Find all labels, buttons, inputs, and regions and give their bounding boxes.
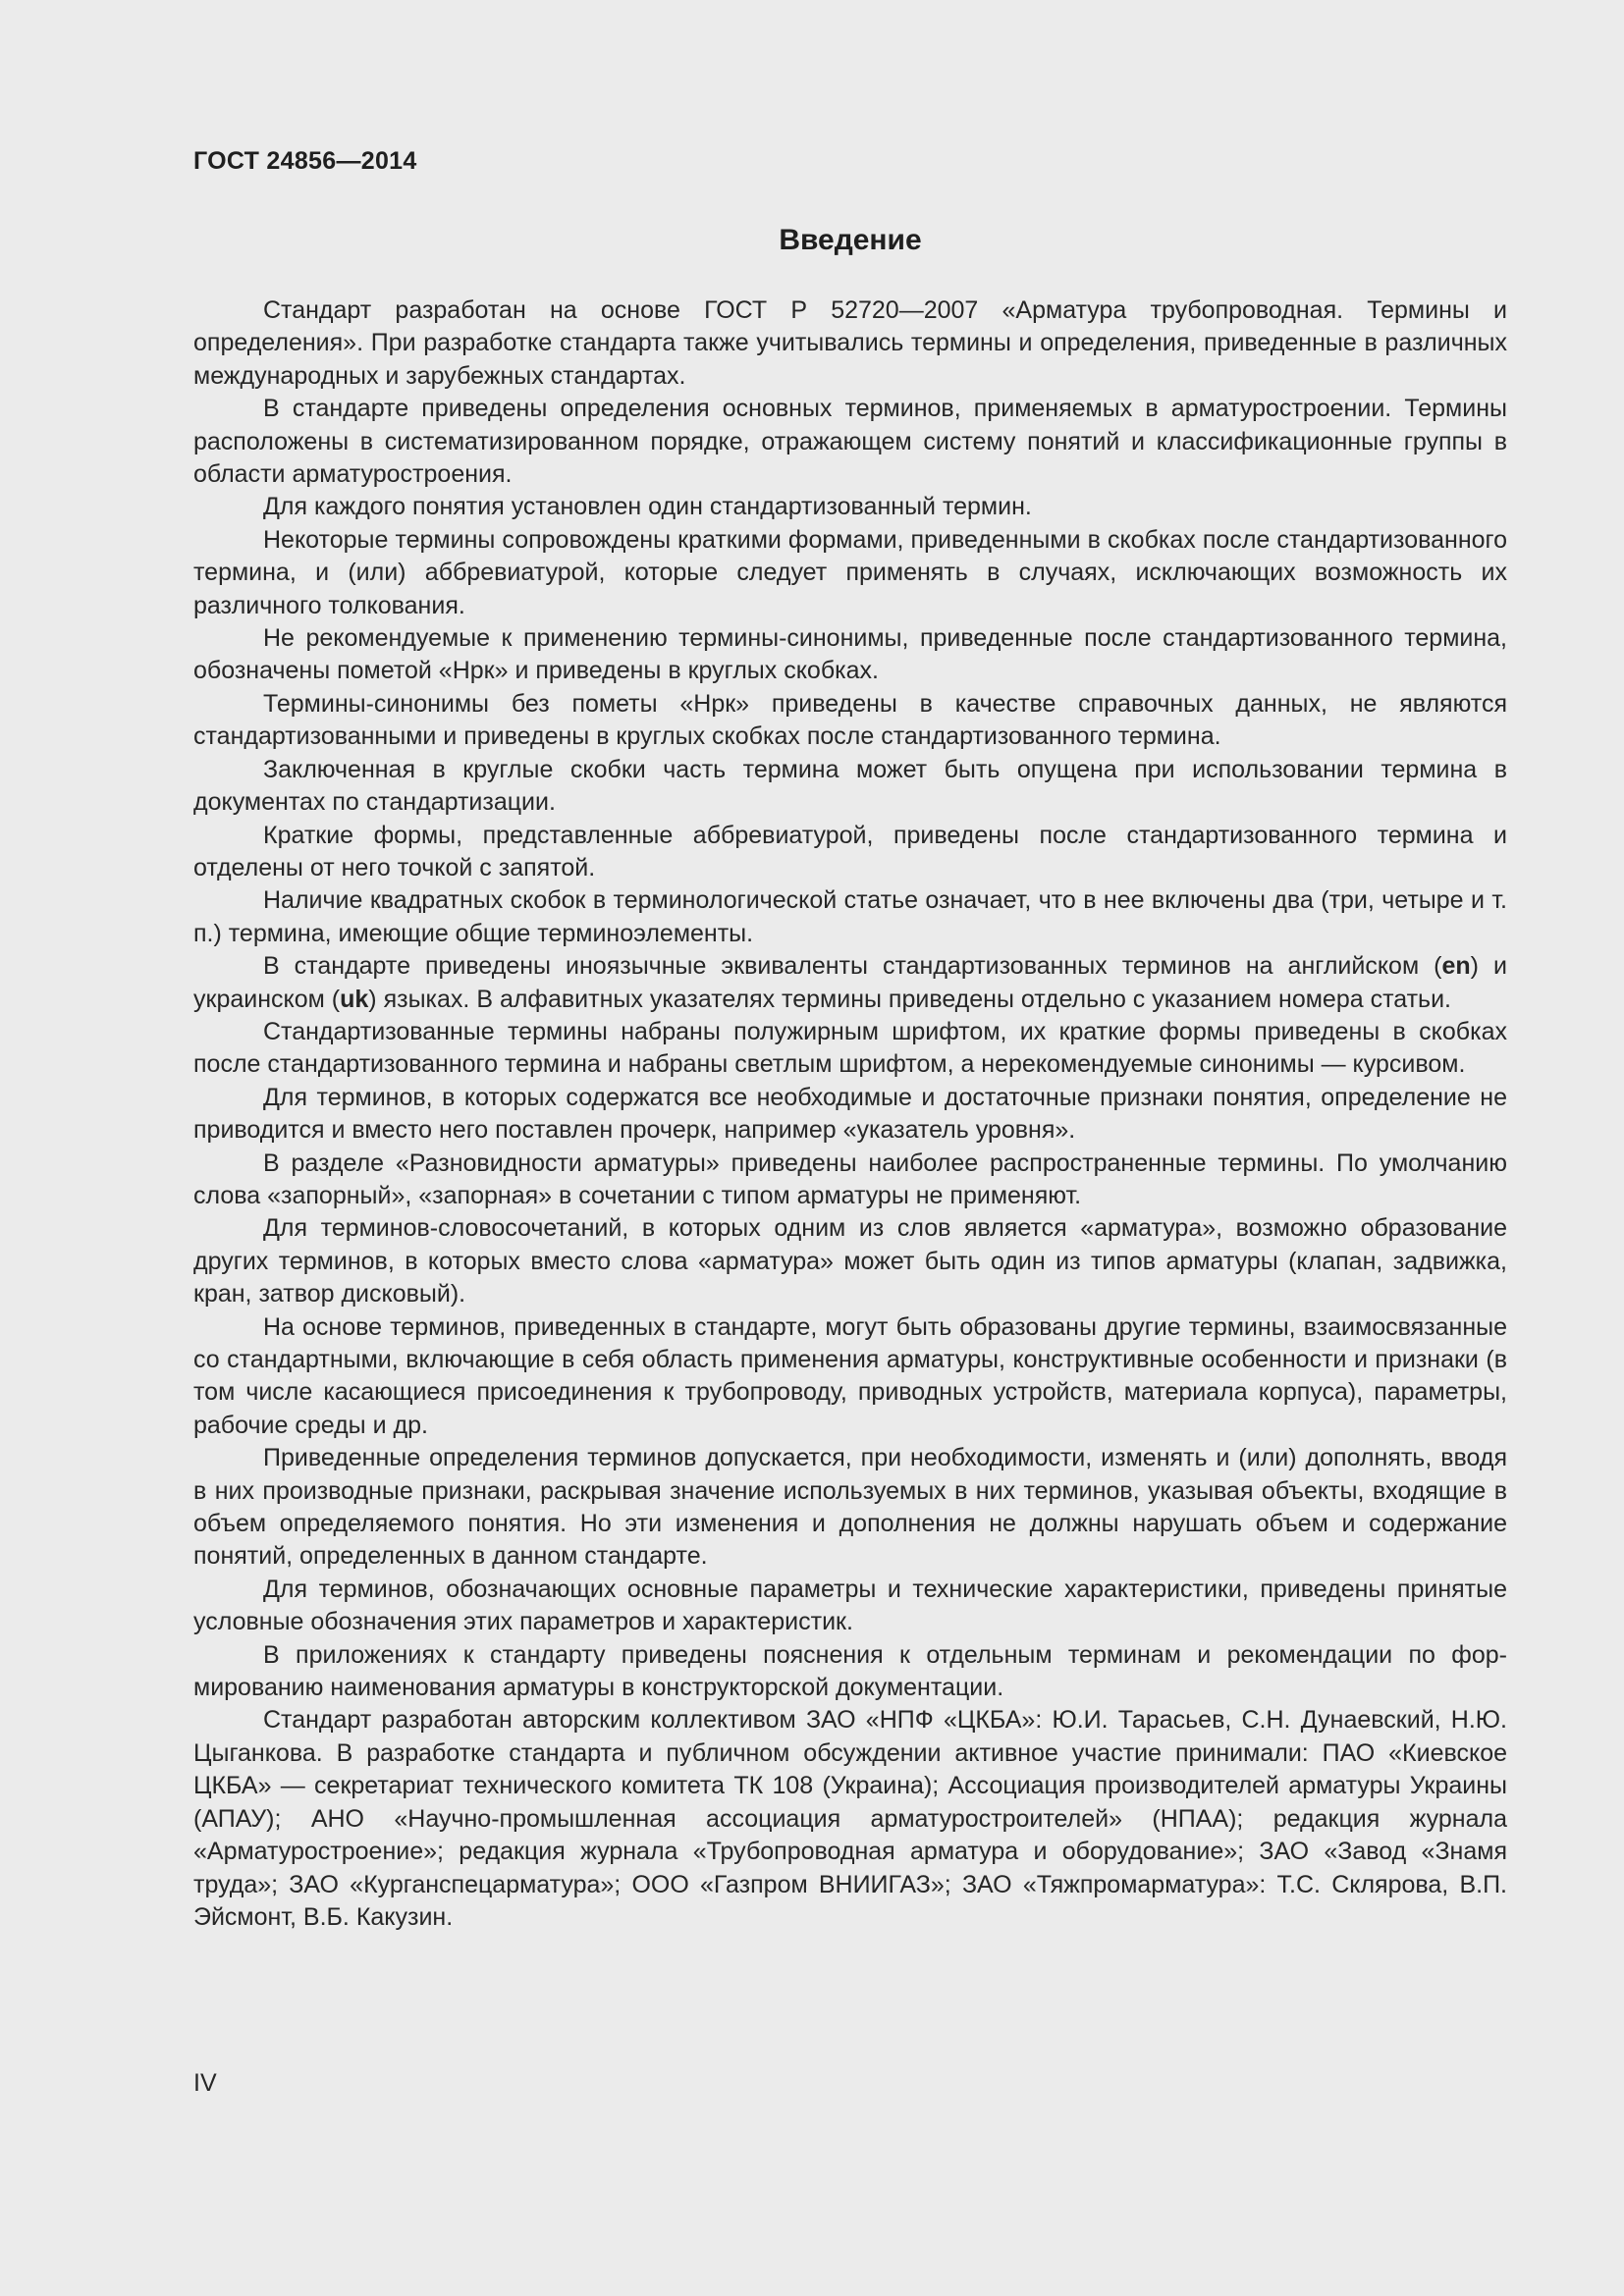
paragraph: Стандарт разработан авторским коллективом ЗАО «НПФ «ЦКБА»: Ю.И. Тарасьев, С.Н. Дунаевский, Н.Ю. Цыганкова. В разработке стандарта и публичном обсуждении активное участие принимали: ПАО «Киевское ЦКБА» — секретариат технического комитета ТК 108 (Украина); Ассоциация производителей арматуры Украины (АПАУ); АНО «Научно-промышленная ассоциация арматуростроителей» (НПАА); редакция журнала «Арматуростроение»; редакция журнала «Трубопроводная арматура и оборудование»; ЗАО «Завод «Знамя труда»; ЗАО «Курганспецарматура»; ООО «Газпром ВНИИГАЗ»; ЗАО «Тяжпромарматура»: Т.С. Склярова, В.П. Эйсмонт, В.Б. Какузин.	[193, 1706, 1507, 1931]
lang-code-en: en	[1441, 952, 1471, 981]
body-text	[193, 294, 1507, 1934]
paragraph: Не рекомендуемые к применению термины-синонимы, приведенные после стандартизованного термина, обозначены пометой «Нрк» и приведены в круглых скобках.	[193, 624, 1507, 685]
paragraph: Некоторые термины сопровождены краткими формами, приведенными в скобках после стандартизованного термина, и (или) аббревиатурой, которые следует применять в случаях, исключающих возможность их различного толкования.	[193, 525, 1507, 619]
page-number: IV	[193, 2069, 217, 2097]
paragraph: Наличие квадратных скобок в терминологической статье означает, что в нее включены два (три, четыре и т. п.) термина, имеющие общие терминоэлементы.	[193, 886, 1507, 947]
lang-text-3: ) языках. В алфавитных указателях термины приведены отдельно с указанием номера статьи.	[368, 985, 1451, 1013]
paragraph: Для каждого понятия установлен один стандартизованный термин.	[263, 493, 1032, 521]
lang-text-1: В стандарте приведены иноязычные эквиваленты стандартизованных терминов на английском (	[263, 952, 1442, 981]
paragraph: Краткие формы, представленные аббревиатурой, приведены после стандартизованного термина и отделены от него точкой с запятой.	[193, 821, 1507, 881]
paragraph: На основе терминов, приведенных в стандарте, могут быть образованы другие термины, взаимосвязанные со стандартными, включающие в себя область применения арматуры, конструктивные особенности и признаки (в том числе касающиеся присоединения к трубопроводу, приводных устройств, материала корпуса), параметры, рабочие среды и др.	[193, 1312, 1507, 1439]
paragraph: В разделе «Разновидности арматуры» приведены наиболее распространенные термины. По умолчанию слова «запорный», «запорная» в сочетании с типом арматуры не применяют.	[193, 1148, 1507, 1209]
paragraph: Термины-синонимы без пометы «Нрк» приведены в качестве справочных данных, не являются стандартизованными и приведены в круглых скобках после стандартизованного термина.	[193, 689, 1507, 751]
paragraph: Приведенные определения терминов допускается, при необходимости, изменять и (или) дополнять, вводя в них производные признаки, раскрывая значение используемых в них терминов, указывая объекты, входящие в объем определяемого понятия. Но эти изменения и дополнения не должны нарушать объем и содержание понятий, определенных в данном стандарте.	[193, 1444, 1507, 1571]
paragraph: В стандарте приведены определения основных терминов, применяемых в арматуростроении. Термины расположены в систематизированном порядке, отражающем систему понятий и классификационные группы в области арматуростроения.	[193, 395, 1507, 489]
paragraph: В приложениях к стандарту приведены пояснения к отдельным терминам и рекомендации по формированию наименования арматуры в конструкторской документации.	[193, 1640, 1507, 1702]
lang-text-2: ) и украинском (	[193, 952, 1507, 1013]
paragraph: Заключенная в круглые скобки часть термина может быть опущена при использовании термина в документах по стандартизации.	[193, 755, 1507, 817]
paragraph: Для терминов, в которых содержатся все необходимые и достаточные признаки понятия, определение не приводится и вместо него поставлен прочерк, например «указатель уровня».	[193, 1083, 1507, 1145]
document-header: ГОСТ 24856—2014	[193, 147, 417, 175]
lang-code-uk: uk	[340, 985, 369, 1013]
paragraph-languages	[193, 950, 1507, 1016]
section-title: Введение	[779, 224, 922, 256]
paragraph: Для терминов-словосочетаний, в которых одним из слов является «арматура», возможно образование других терминов, в которых вместо слова «арматура» может быть один из типов арматуры (клапан, задвижка, кран, затвор дисковый).	[193, 1214, 1507, 1308]
paragraph: Стандартизованные термины набраны полужирным шрифтом, их краткие формы приведены в скобках после стандартизованного термина и набраны светлым шрифтом, а нерекомендуемые синонимы — курсивом.	[193, 1017, 1507, 1079]
paragraph: Стандарт разработан на основе ГОСТ Р 52720—2007 «Арматура трубопроводная. Термины и определения». При разработке стандарта также учитывались термины и определения, приведенные в различных международных и зарубежных стандартах.	[193, 296, 1507, 390]
paragraph: Для терминов, обозначающих основные параметры и технические характеристики, приведены принятые условные обозначения этих параметров и характеристик.	[193, 1575, 1507, 1636]
